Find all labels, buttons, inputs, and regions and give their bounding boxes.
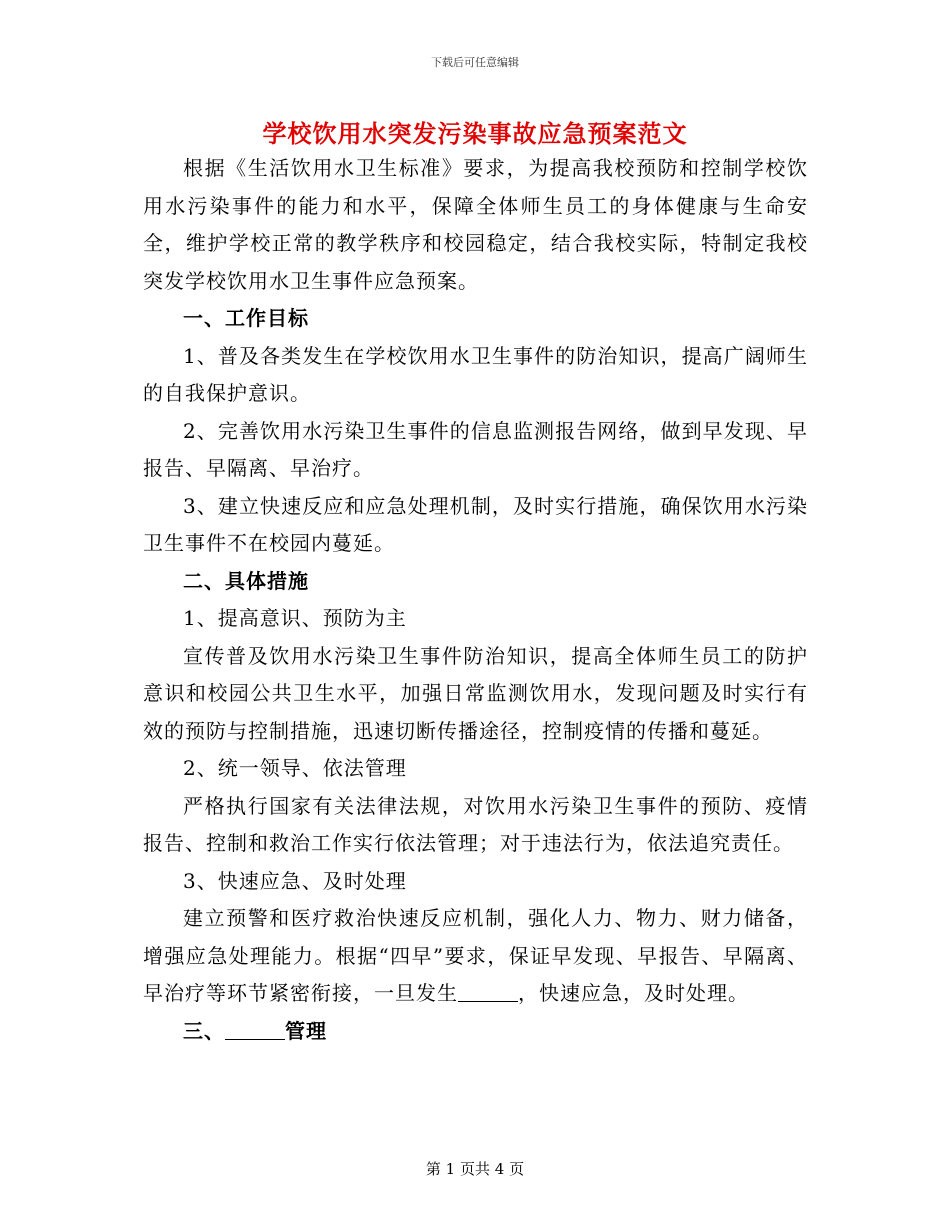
section2-sub2-text: 严格执行国家有关法律法规，对饮用水污染卫生事件的预防、疫情报告、控制和救治工作实行依法管理；对于违法行为，依法追究责任。: [143, 793, 808, 855]
section1-item-1: 1、普及各类发生在学校饮用水卫生事件的防治知识，提高广阔师生的自我保护意识。: [143, 343, 808, 405]
section3-heading-prefix: 三、: [183, 1018, 225, 1043]
section3-heading: [143, 1013, 808, 1051]
page-footer: 第 1 页共 4 页: [425, 1160, 525, 1178]
section2-sub1-title: 1、提高意识、预防为主: [183, 606, 407, 630]
section3-heading-suffix: 管理: [285, 1018, 327, 1043]
section2-sub3-text: [143, 900, 808, 1013]
intro-paragraph: 根据《生活饮用水卫生标准》要求，为提高我校预防和控制学校饮用水污染事件的能力和水平，保障全体师生员工的身体健康与生命安全，维护学校正常的教学秩序和校园稳定，结合我校实际，特制定我校突发学校饮用水卫生事件应急预案。: [143, 156, 808, 293]
section2-sub1-text: 宣传普及饮用水污染卫生事件防治知识，提高全体师生员工的防护意识和校园公共卫生水平，加强日常监测饮用水，发现问题及时实行有效的预防与控制措施，迅速切断传播途径，控制疫情的传播和蔓延。: [143, 643, 808, 743]
section2-heading: 二、具体措施: [183, 568, 309, 593]
section2-sub3-title: 3、快速应急、及时处理: [183, 868, 407, 893]
sub3-text-after: ，快速应急，及时处理。: [518, 981, 749, 1005]
document-title: 学校饮用水突发污染事故应急预案范文: [262, 119, 688, 148]
sub3-text-before: 建立预警和医疗救治快速反应机制，强化人力、物力、财力储备，增强应急处理能力。根据“四早”要求，保证早发现、早报告、早隔离、早治疗等环节紧密衔接，一旦发生: [143, 906, 808, 1005]
header-note: 下载后可任意编辑: [431, 56, 519, 69]
section2-sub2-title: 2、统一领导、依法管理: [183, 756, 407, 780]
document-body: [143, 150, 808, 1050]
section3-blank-underline: [225, 1019, 285, 1040]
section1-item-2: 2、完善饮用水污染卫生事件的信息监测报告网络，做到早发现、早报告、早隔离、早治疗。: [143, 418, 808, 480]
section1-heading: 一、工作目标: [183, 306, 309, 330]
section1-item-3: 3、建立快速反应和应急处理机制，及时实行措施，确保饮用水污染卫生事件不在校园内蔓延。: [143, 493, 808, 555]
blank-underline: [458, 981, 518, 1002]
